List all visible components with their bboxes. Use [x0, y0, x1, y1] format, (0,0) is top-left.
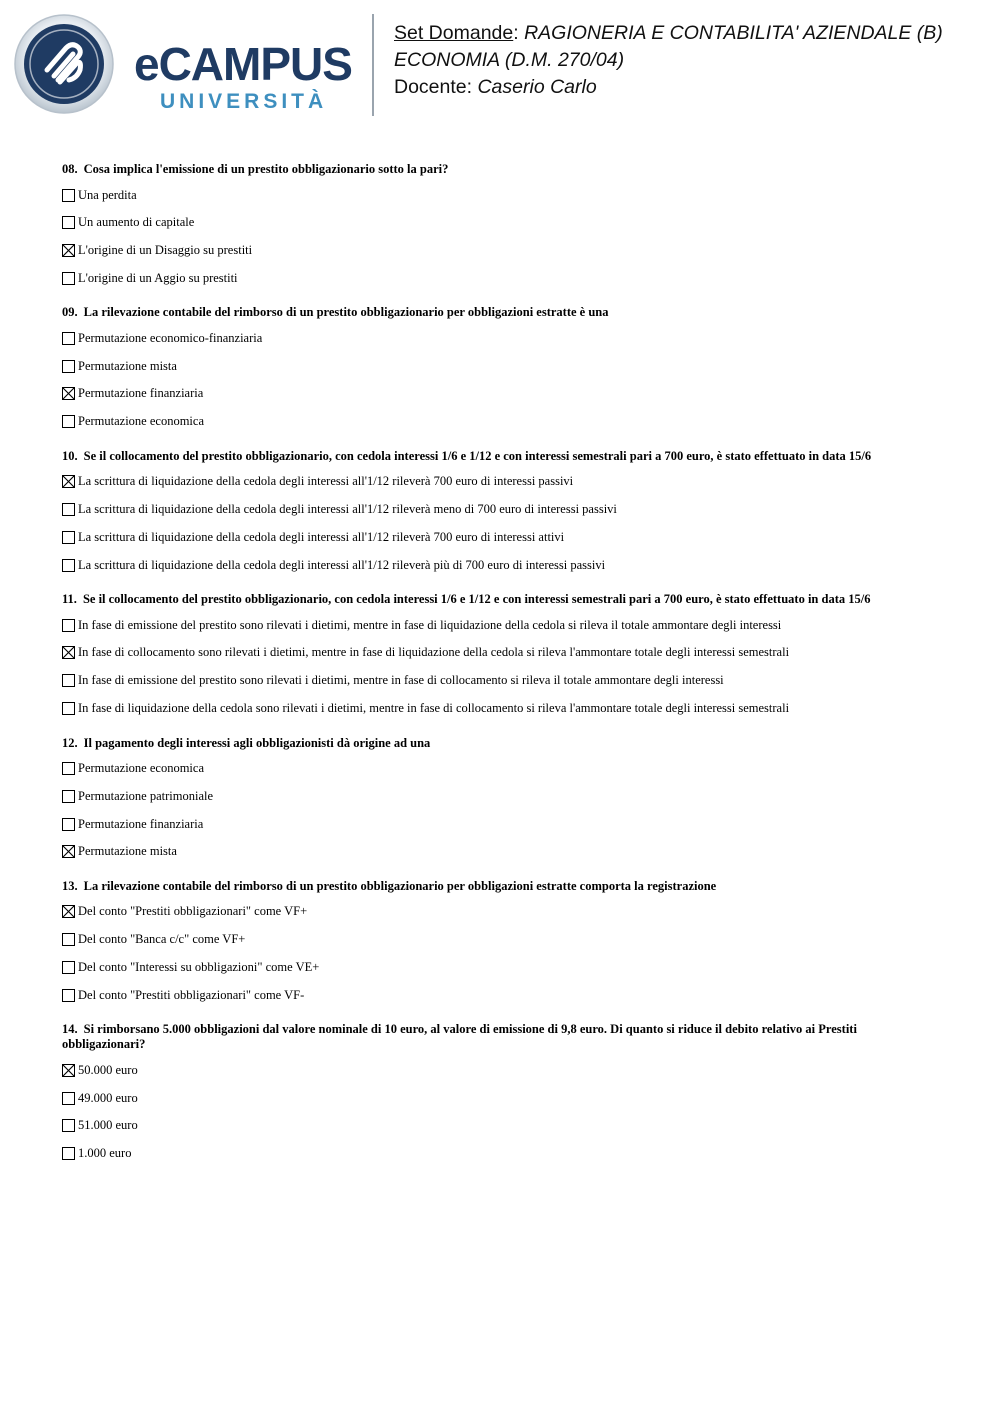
question-text	[62, 879, 942, 894]
answer-option[interactable]	[62, 555, 942, 575]
question-number: 11.	[62, 592, 77, 607]
answer-text: Permutazione economica	[78, 761, 204, 776]
answer-option[interactable]	[62, 699, 942, 719]
answer-option[interactable]	[62, 268, 942, 288]
course-degree: ECONOMIA (D.M. 270/04)	[394, 49, 625, 71]
question	[62, 1022, 942, 1163]
answer-text: Del conto "Interessi su obbligazioni" come VE+	[78, 960, 320, 975]
answer-text: L'origine di un Disaggio su prestiti	[78, 243, 253, 258]
question-number: 12.	[62, 735, 78, 750]
cross-mark-icon	[63, 647, 74, 658]
checkbox[interactable]	[62, 272, 75, 285]
checked-checkbox[interactable]	[62, 646, 75, 659]
answer-text: Del conto "Prestiti obbligazionari" come VF+	[78, 904, 308, 919]
answer-option[interactable]	[62, 902, 942, 922]
checkbox[interactable]	[62, 1092, 75, 1105]
answer-text: Permutazione mista	[78, 844, 177, 859]
question	[62, 879, 942, 1005]
question-label: Si rimborsano 5.000 obbligazioni dal valore nominale di 10 euro, al valore di emissione di 9,8 euro. Di quanto si riduce il debito relativo ai Prestiti obbligazionari?	[62, 1022, 857, 1052]
question-text	[62, 305, 942, 320]
answer-text: Del conto "Banca c/c" come VF+	[78, 932, 246, 947]
checkbox[interactable]	[62, 216, 75, 229]
answer-option[interactable]	[62, 671, 942, 691]
answer-text: In fase di emissione del prestito sono rilevati i dietimi, mentre in fase di liquidazione della cedola si rileva il totale ammontare degli interessi	[78, 617, 782, 632]
checkbox[interactable]	[62, 415, 75, 428]
answer-text: In fase di emissione del prestito sono rilevati i dietimi, mentre in fase di collocamento si rileva il totale ammontare degli interessi	[78, 673, 724, 688]
answer-option[interactable]	[62, 328, 942, 348]
answer-option[interactable]	[62, 1116, 942, 1136]
question-label: Il pagamento degli interessi agli obbligazionisti dà origine ad una	[83, 735, 431, 750]
question-text	[62, 736, 942, 751]
checkbox[interactable]	[62, 559, 75, 572]
answer-option[interactable]	[62, 185, 942, 205]
checked-checkbox[interactable]	[62, 905, 75, 918]
answer-option[interactable]	[62, 213, 942, 233]
checkbox[interactable]	[62, 531, 75, 544]
teacher-line	[394, 74, 984, 101]
answer-option[interactable]	[62, 615, 942, 635]
answer-text: Del conto "Prestiti obbligazionari" come VF-	[78, 987, 305, 1002]
answer-option[interactable]	[62, 786, 942, 806]
checkbox[interactable]	[62, 989, 75, 1002]
question-number: 14.	[62, 1022, 78, 1037]
answer-text: La scrittura di liquidazione della cedola degli interessi all'1/12 rileverà più di 700 euro di interessi passivi	[78, 557, 606, 572]
answer-option[interactable]	[62, 1144, 942, 1164]
checkbox[interactable]	[62, 360, 75, 373]
checkbox[interactable]	[62, 189, 75, 202]
teacher-label: Docente:	[394, 76, 478, 98]
checked-checkbox[interactable]	[62, 1064, 75, 1077]
answer-option[interactable]	[62, 1088, 942, 1108]
checkbox[interactable]	[62, 702, 75, 715]
answer-option[interactable]	[62, 384, 942, 404]
answer-option[interactable]	[62, 527, 942, 547]
answer-text: La scrittura di liquidazione della cedola degli interessi all'1/12 rileverà 700 euro di interessi attivi	[78, 529, 565, 544]
checkbox[interactable]	[62, 818, 75, 831]
answer-text: Una perdita	[78, 187, 137, 202]
answer-text: 49.000 euro	[78, 1090, 138, 1105]
question-number: 10.	[62, 448, 78, 463]
checkbox[interactable]	[62, 503, 75, 516]
cross-mark-icon	[63, 388, 74, 399]
answer-option[interactable]	[62, 643, 942, 663]
checkbox[interactable]	[62, 762, 75, 775]
question-label: La rilevazione contabile del rimborso di un prestito obbligazionario per obbligazioni estratte comporta la registrazione	[83, 878, 717, 893]
answer-text: In fase di collocamento sono rilevati i dietimi, mentre in fase di liquidazione della cedola si rileva l'ammontare totale degli interessi semestrali	[78, 645, 790, 660]
answer-option[interactable]	[62, 1060, 942, 1080]
answer-text: 51.000 euro	[78, 1118, 138, 1133]
cross-mark-icon	[63, 846, 74, 857]
question	[62, 736, 942, 862]
checkbox[interactable]	[62, 961, 75, 974]
answer-text: In fase di liquidazione della cedola sono rilevati i dietimi, mentre in fase di collocamento si rileva l'ammontare totale degli interessi semestrali	[78, 701, 790, 716]
answer-option[interactable]	[62, 241, 942, 261]
cross-mark-icon	[63, 1065, 74, 1076]
question-text	[62, 592, 942, 607]
course-name: RAGIONERIA E CONTABILITA' AZIENDALE (B)	[524, 22, 943, 44]
question-text	[62, 1022, 942, 1052]
answer-option[interactable]	[62, 472, 942, 492]
answer-text: Permutazione economico-finanziaria	[78, 330, 263, 345]
question-text	[62, 162, 942, 177]
page-header	[0, 0, 1000, 130]
header-divider	[372, 14, 374, 116]
question-number: 09.	[62, 305, 78, 320]
answer-option[interactable]	[62, 500, 942, 520]
answer-text: Permutazione finanziaria	[78, 386, 204, 401]
set-label: Set Domande	[394, 22, 514, 44]
checkbox[interactable]	[62, 1119, 75, 1132]
checkbox[interactable]	[62, 674, 75, 687]
question-list	[62, 162, 942, 1181]
question-label: La rilevazione contabile del rimborso di un prestito obbligazionario per obbligazioni estratte è una	[83, 305, 609, 320]
logo-wordmark: eCAMPUS	[134, 38, 352, 90]
answer-option[interactable]	[62, 814, 942, 834]
cross-mark-icon	[63, 906, 74, 917]
checked-checkbox[interactable]	[62, 244, 75, 257]
answer-text: Un aumento di capitale	[78, 215, 195, 230]
checkbox[interactable]	[62, 1147, 75, 1160]
answer-option[interactable]	[62, 985, 942, 1005]
checked-checkbox[interactable]	[62, 845, 75, 858]
course-info	[394, 20, 984, 101]
checked-checkbox[interactable]	[62, 475, 75, 488]
course-title-line: Set Domande: RAGIONERIA E CONTABILITA' AZIENDALE (B)	[394, 22, 943, 44]
answer-text: 50.000 euro	[78, 1062, 138, 1077]
answer-text: Permutazione finanziaria	[78, 816, 204, 831]
answer-option[interactable]	[62, 759, 942, 779]
answer-text: La scrittura di liquidazione della cedola degli interessi all'1/12 rileverà 700 euro di interessi passivi	[78, 474, 574, 489]
checkbox[interactable]	[62, 790, 75, 803]
checkbox[interactable]	[62, 619, 75, 632]
answer-text: Permutazione patrimoniale	[78, 788, 214, 803]
question	[62, 162, 942, 288]
answer-option[interactable]	[62, 958, 942, 978]
checkbox[interactable]	[62, 933, 75, 946]
answer-option[interactable]	[62, 356, 942, 376]
ecampus-logo	[14, 14, 359, 116]
answer-option[interactable]	[62, 842, 942, 862]
answer-text: Permutazione mista	[78, 358, 177, 373]
answer-text: L'origine di un Aggio su prestiti	[78, 270, 238, 285]
teacher-name: Caserio Carlo	[477, 76, 597, 98]
question-number: 08.	[62, 162, 78, 176]
cross-mark-icon	[63, 476, 74, 487]
answer-text: 1.000 euro	[78, 1146, 132, 1161]
answer-text: La scrittura di liquidazione della cedola degli interessi all'1/12 rileverà meno di 700 euro di interessi passivi	[78, 502, 617, 517]
question-label: Se il collocamento del prestito obbligazionario, con cedola interessi 1/6 e 1/12 e con interessi semestrali pari a 700 euro, è stato effettuato in data 15/6	[82, 592, 871, 607]
question-number: 13.	[62, 878, 78, 893]
question	[62, 305, 942, 431]
question-label: Se il collocamento del prestito obbligazionario, con cedola interessi 1/6 e 1/12 e con interessi semestrali pari a 700 euro, è stato effettuato in data 15/6	[83, 448, 872, 463]
answer-option[interactable]	[62, 930, 942, 950]
question	[62, 592, 942, 718]
cross-mark-icon	[63, 245, 74, 256]
checkbox[interactable]	[62, 332, 75, 345]
question-label: Cosa implica l'emissione di un prestito obbligazionario sotto la pari?	[83, 162, 449, 176]
answer-option[interactable]	[62, 412, 942, 432]
question-text	[62, 449, 942, 464]
checked-checkbox[interactable]	[62, 387, 75, 400]
logo-subtitle: UNIVERSITÀ	[160, 90, 328, 113]
question	[62, 449, 942, 575]
answer-text: Permutazione economica	[78, 414, 204, 429]
